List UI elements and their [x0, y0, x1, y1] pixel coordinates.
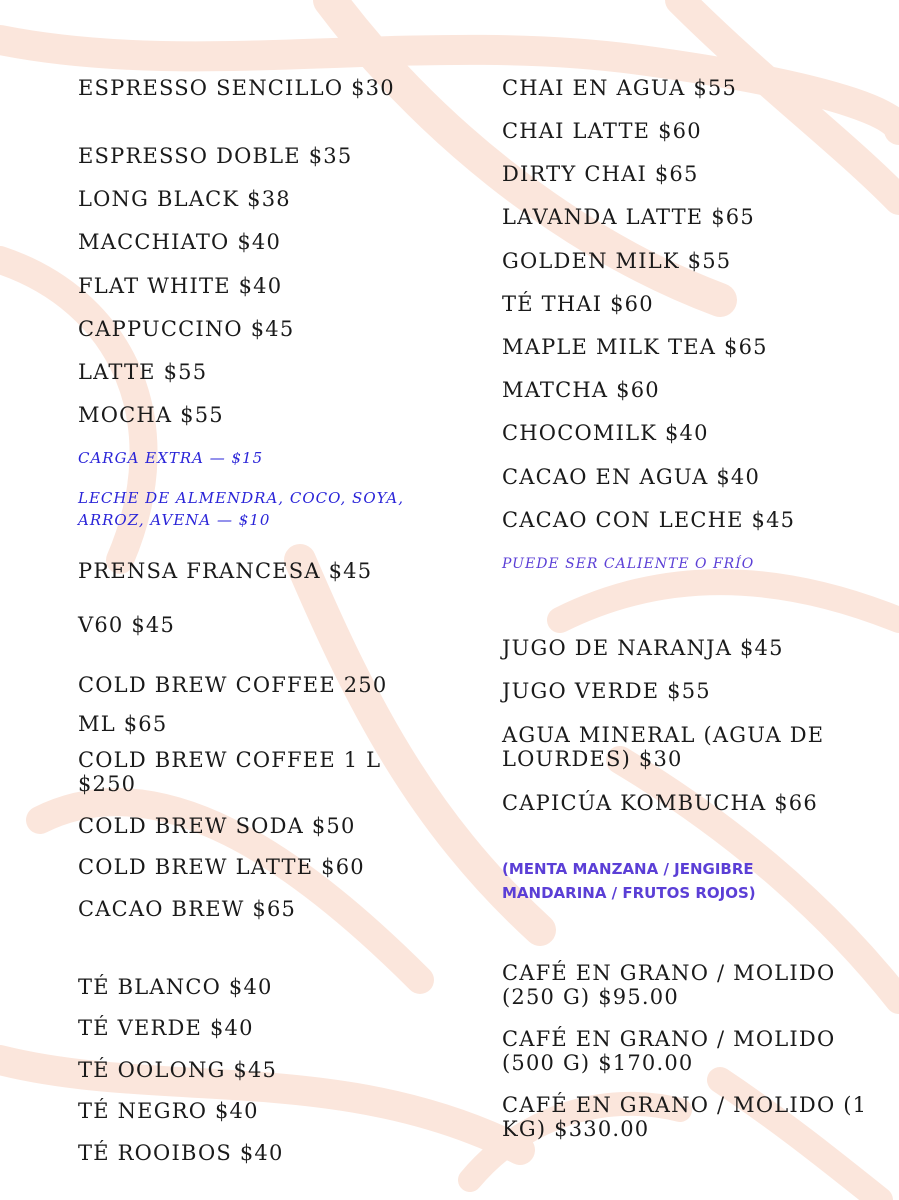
menu-item-cacao-brew: CACAO BREW $65: [78, 897, 297, 921]
menu-item-cafe-grano-1kg: CAFÉ EN GRANO / MOLIDO (1 KG) $330.00: [502, 1093, 868, 1141]
menu-item-te-blanco: TÉ BLANCO $40: [78, 975, 273, 999]
menu-item-flat-white: FLAT WHITE $40: [78, 274, 283, 298]
menu-item-espresso-doble: ESPRESSO DOBLE $35: [78, 144, 353, 168]
menu-item-long-black: LONG BLACK $38: [78, 187, 291, 211]
menu-item-maple-milk-tea: MAPLE MILK TEA $65: [502, 335, 768, 359]
menu-item-v60: V60 $45: [78, 613, 176, 637]
menu-item-cold-brew-latte: COLD BREW LATTE $60: [78, 855, 365, 879]
menu-item-cold-brew-1l: COLD BREW COFFEE 1 L $250: [78, 748, 382, 796]
menu-item-chai-latte: CHAI LATTE $60: [502, 119, 702, 143]
menu-item-dirty-chai: DIRTY CHAI $65: [502, 162, 699, 186]
menu-item-espresso-sencillo: ESPRESSO SENCILLO $30: [78, 76, 395, 100]
menu-item-jugo-de-naranja: JUGO DE NARANJA $45: [502, 636, 784, 660]
note-hot-or-cold: PUEDE SER CALIENTE O FRÍO: [502, 556, 755, 572]
menu-item-cafe-grano-500g: CAFÉ EN GRANO / MOLIDO (500 G) $170.00: [502, 1027, 836, 1075]
menu-item-te-verde: TÉ VERDE $40: [78, 1016, 254, 1040]
note-kombucha-flavors: (MENTA MANZANA / JENGIBRE MANDARINA / FRUTOS ROJOS): [502, 860, 756, 902]
menu-item-chai-en-agua: CHAI EN AGUA $55: [502, 76, 738, 100]
menu-item-chocomilk: CHOCOMILK $40: [502, 421, 709, 445]
menu-item-latte: LATTE $55: [78, 360, 208, 384]
menu-item-te-thai: TÉ THAI $60: [502, 292, 654, 316]
note-extra-shot: CARGA EXTRA — $15: [78, 449, 264, 467]
menu-item-golden-milk: GOLDEN MILK $55: [502, 249, 732, 273]
menu-item-agua-mineral: AGUA MINERAL (AGUA DE LOURDES) $30: [502, 723, 825, 771]
menu-item-matcha: MATCHA $60: [502, 378, 660, 402]
menu-item-cold-brew-soda: COLD BREW SODA $50: [78, 814, 356, 838]
menu-item-jugo-verde: JUGO VERDE $55: [502, 679, 711, 703]
menu-item-te-rooibos: TÉ ROOIBOS $40: [78, 1141, 284, 1165]
menu-item-macchiato: MACCHIATO $40: [78, 230, 282, 254]
menu-item-cafe-grano-250g: CAFÉ EN GRANO / MOLIDO (250 G) $95.00: [502, 961, 836, 1009]
menu-item-te-negro: TÉ NEGRO $40: [78, 1099, 259, 1123]
menu-item-capicua-kombucha: CAPICÚA KOMBUCHA $66: [502, 791, 818, 815]
menu-item-prensa-francesa: PRENSA FRANCESA $45: [78, 559, 373, 583]
menu-item-cappuccino: CAPPUCCINO $45: [78, 317, 295, 341]
menu-item-cold-brew-250: COLD BREW COFFEE 250 ML $65: [78, 673, 388, 736]
menu-item-cacao-en-agua: CACAO EN AGUA $40: [502, 465, 761, 489]
menu-item-lavanda-latte: LAVANDA LATTE $65: [502, 205, 755, 229]
note-alt-milks: LECHE DE ALMENDRA, COCO, SOYA, ARROZ, AVENA — $10: [78, 489, 404, 529]
menu-item-mocha: MOCHA $55: [78, 403, 224, 427]
menu-item-cacao-con-leche: CACAO CON LECHE $45: [502, 508, 796, 532]
menu-item-te-oolong: TÉ OOLONG $45: [78, 1058, 278, 1082]
